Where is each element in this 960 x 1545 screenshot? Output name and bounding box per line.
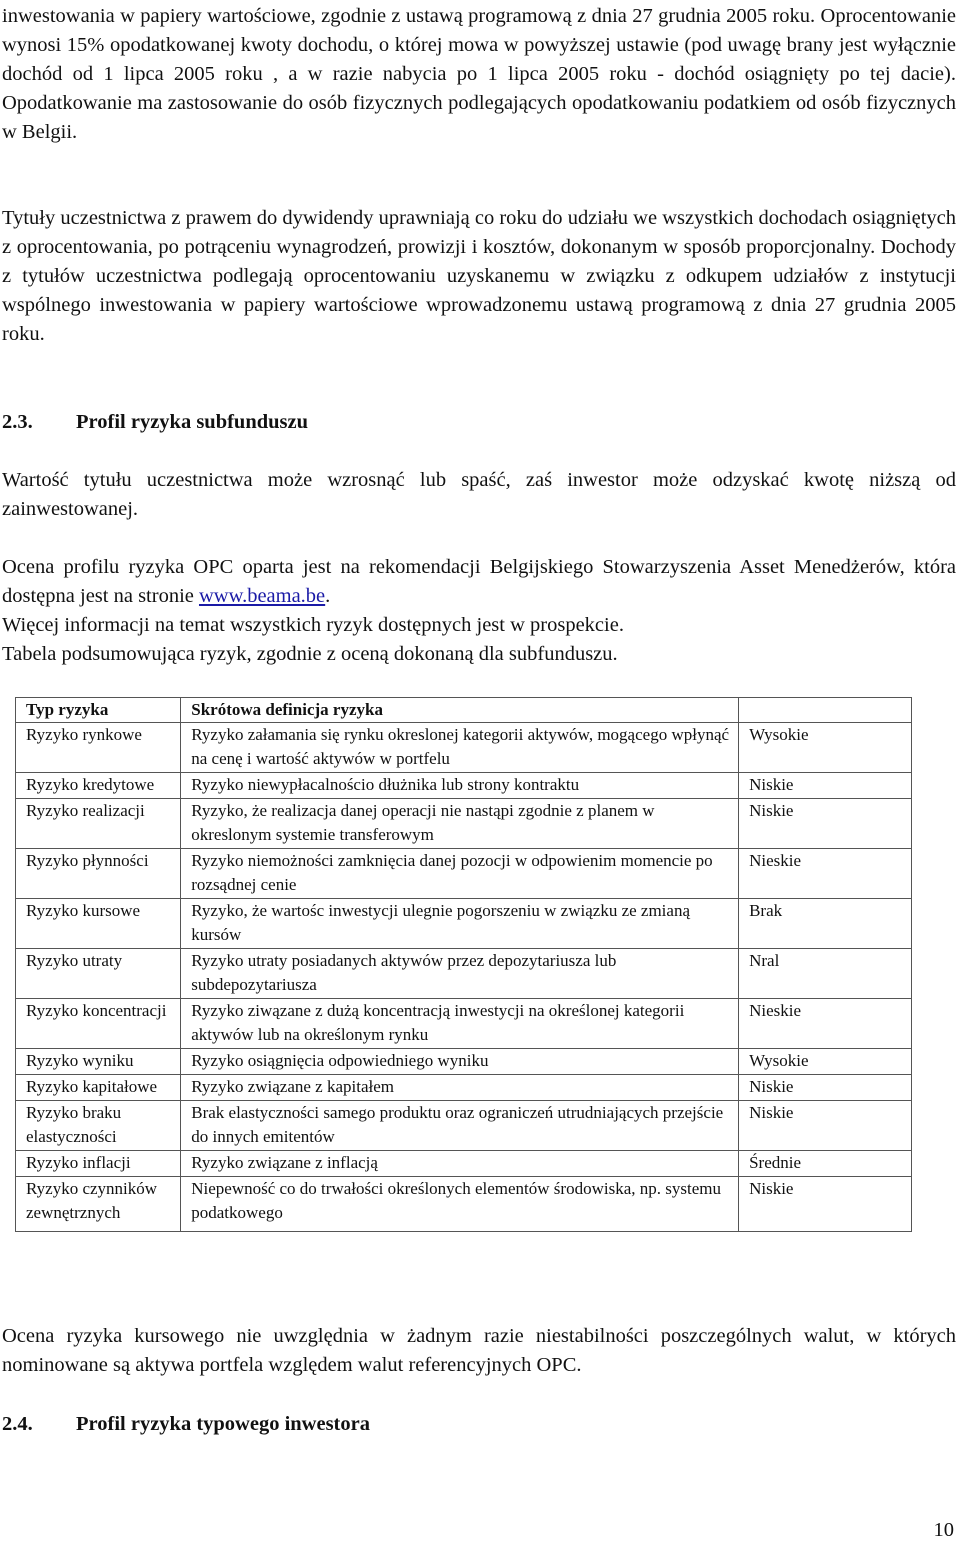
- paragraph-risk-profile: [2, 553, 956, 669]
- paragraph-text: Ocena ryzyka kursowego nie uwzględnia w żadnym razie niestabilności poszczególnych walut, w których nominowane są aktywa portfela względem walut referencyjnych OPC.: [2, 1325, 956, 1376]
- text-before-link: Ocena profilu ryzyka OPC oparta jest na rekomendacji Belgijskiego Stowarzyszenia Asset Menedżerów, która dostępna jest na stronie: [2, 556, 956, 607]
- risk-level-cell: Nral: [739, 949, 912, 999]
- risk-type-cell: Ryzyko rynkowe: [16, 723, 181, 773]
- table-row: [16, 1075, 912, 1101]
- risk-definition-cell: Ryzyko ziwązane z dużą koncentracją inwestycji na określonej kategorii aktywów lub na określonym rynku: [181, 999, 739, 1049]
- risk-level-cell: Niskie: [739, 1101, 912, 1151]
- risk-type-cell: Ryzyko utraty: [16, 949, 181, 999]
- paragraph-value-risk: [2, 466, 956, 524]
- paragraph-text: Wartość tytułu uczestnictwa może wzrosnąć lub spaść, zaś inwestor może odzyskać kwotę niższą od zainwestowanej.: [2, 469, 956, 520]
- table-row: [16, 773, 912, 799]
- paragraph-text: inwestowania w papiery wartościowe, zgodnie z ustawą programową z dnia 27 grudnia 2005 roku. Oprocentowanie wynosi 15% opodatkowanej kwoty dochodu, o której mowa w powyższej ustawie (pod uwagę brany jest wyłącznie dochód od 1 lipca 2005 roku , a w razie nabycia po 1 lipca 2005 roku - dochód osiągnięty po tej dacie). Opodatkowanie ma zastosowanie do osób fizycznych podlegających opodatkowaniu podatkiem od osób fizycznych w Belgii.: [2, 5, 956, 143]
- risk-level-cell: Niskie: [739, 1075, 912, 1101]
- table-row: [16, 799, 912, 849]
- risk-type-cell: Ryzyko braku elastyczności: [16, 1101, 181, 1151]
- section-number: 2.3.: [2, 411, 33, 433]
- table-row: [16, 899, 912, 949]
- risk-type-cell: Ryzyko kursowe: [16, 899, 181, 949]
- risk-level-cell: Niskie: [739, 799, 912, 849]
- table-row: [16, 949, 912, 999]
- risk-definition-cell: Ryzyko załamania się rynku okreslonej kategorii aktywów, mogącego wpłynąć na cenę i wartość aktywów w portfelu: [181, 723, 739, 773]
- table-row: [16, 999, 912, 1049]
- section-title: Profil ryzyka typowego inwestora: [76, 1413, 370, 1435]
- risk-type-cell: Ryzyko inflacji: [16, 1151, 181, 1177]
- section-heading-2-3: [2, 408, 308, 437]
- section-heading-2-4: [2, 1410, 370, 1439]
- section-number: 2.4.: [2, 1413, 33, 1435]
- risk-level-cell: Wysokie: [739, 723, 912, 773]
- paragraph-dividend-rights: [2, 204, 956, 349]
- risk-type-cell: Ryzyko czynników zewnętrznych: [16, 1177, 181, 1232]
- risk-level-cell: Średnie: [739, 1151, 912, 1177]
- table-row: [16, 1049, 912, 1075]
- risk-level-cell: Nieskie: [739, 849, 912, 899]
- paragraph-taxation: [2, 2, 956, 147]
- risk-definition-cell: Ryzyko osiągnięcia odpowiedniego wyniku: [181, 1049, 739, 1075]
- risk-type-cell: Ryzyko realizacji: [16, 799, 181, 849]
- paragraph-text: Tytuły uczestnictwa z prawem do dywidendy uprawniają co roku do udziału we wszystkich dochodach osiągniętych z oprocentowania, po potrąceniu wynagrodzeń, prowizji i kosztów, dokonanym w sposób proporcjonalny. Dochody z tytułów uczestnictwa podlegają oprocentowaniu uzyskanemu w związku z odkupem udziałów z instytucji wspólnego inwestowania w papiery wartościowe wprowadzonemu ustawą programową z dnia 27 grudnia 2005 roku.: [2, 207, 956, 345]
- paragraph-text: [2, 553, 956, 611]
- risk-definition-cell: Ryzyko niewypłacalnościo dłużnika lub strony kontraktu: [181, 773, 739, 799]
- page-number: 10: [933, 1519, 954, 1541]
- risk-level-cell: Nieskie: [739, 999, 912, 1049]
- risk-definition-cell: Ryzyko niemożności zamknięcia danej pozocji w odpowienim momencie po rozsądnej cenie: [181, 849, 739, 899]
- table-row: [16, 1101, 912, 1151]
- paragraph-currency-risk-note: [2, 1322, 956, 1380]
- risk-level-cell: Brak: [739, 899, 912, 949]
- risk-type-cell: Ryzyko wyniku: [16, 1049, 181, 1075]
- table-row: [16, 1151, 912, 1177]
- risk-type-cell: Ryzyko kredytowe: [16, 773, 181, 799]
- risk-level-cell: Wysokie: [739, 1049, 912, 1075]
- risk-type-cell: Ryzyko koncentracji: [16, 999, 181, 1049]
- risk-definition-cell: Ryzyko związane z kapitałem: [181, 1075, 739, 1101]
- risk-definition-cell: Brak elastyczności samego produktu oraz ograniczeń utrudniających przejście do innych emitentów: [181, 1101, 739, 1151]
- risk-definition-cell: Ryzyko związane z inflacją: [181, 1151, 739, 1177]
- risk-level-cell: Niskie: [739, 773, 912, 799]
- beama-link[interactable]: www.beama.be: [198, 585, 326, 607]
- risk-type-cell: Ryzyko płynności: [16, 849, 181, 899]
- risk-level-cell: Niskie: [739, 1177, 912, 1232]
- paragraph-table-intro: Tabela podsumowująca ryzyk, zgodnie z oceną dokonaną dla subfunduszu.: [2, 643, 618, 665]
- table-row: [16, 1177, 912, 1232]
- risk-definition-cell: Ryzyko utraty posiadanych aktywów przez depozytariusza lub subdepozytariusza: [181, 949, 739, 999]
- risk-definition-cell: Ryzyko, że wartośc inwestycji ulegnie pogorszeniu w związku ze zmianą kursów: [181, 899, 739, 949]
- table-row: [16, 723, 912, 773]
- risk-type-cell: Ryzyko kapitałowe: [16, 1075, 181, 1101]
- header-risk-level: [739, 698, 912, 723]
- risk-definition-cell: Ryzyko, że realizacja danej operacji nie nastąpi zgodnie z planem w okreslonym systemie transferowym: [181, 799, 739, 849]
- table-row: [16, 849, 912, 899]
- header-risk-type: Typ ryzyka: [16, 698, 181, 723]
- paragraph-more-info: Więcej informacji na temat wszystkich ryzyk dostępnych jest w prospekcie.: [2, 614, 624, 636]
- text-after-link: .: [325, 585, 331, 607]
- header-risk-definition: Skrótowa definicja ryzyka: [181, 698, 739, 723]
- risk-summary-table: [15, 697, 912, 1232]
- section-title: Profil ryzyka subfunduszu: [76, 411, 309, 433]
- table-header-row: [16, 698, 912, 723]
- risk-definition-cell: Niepewność co do trwałości określonych elementów środowiska, np. systemu podatkowego: [181, 1177, 739, 1232]
